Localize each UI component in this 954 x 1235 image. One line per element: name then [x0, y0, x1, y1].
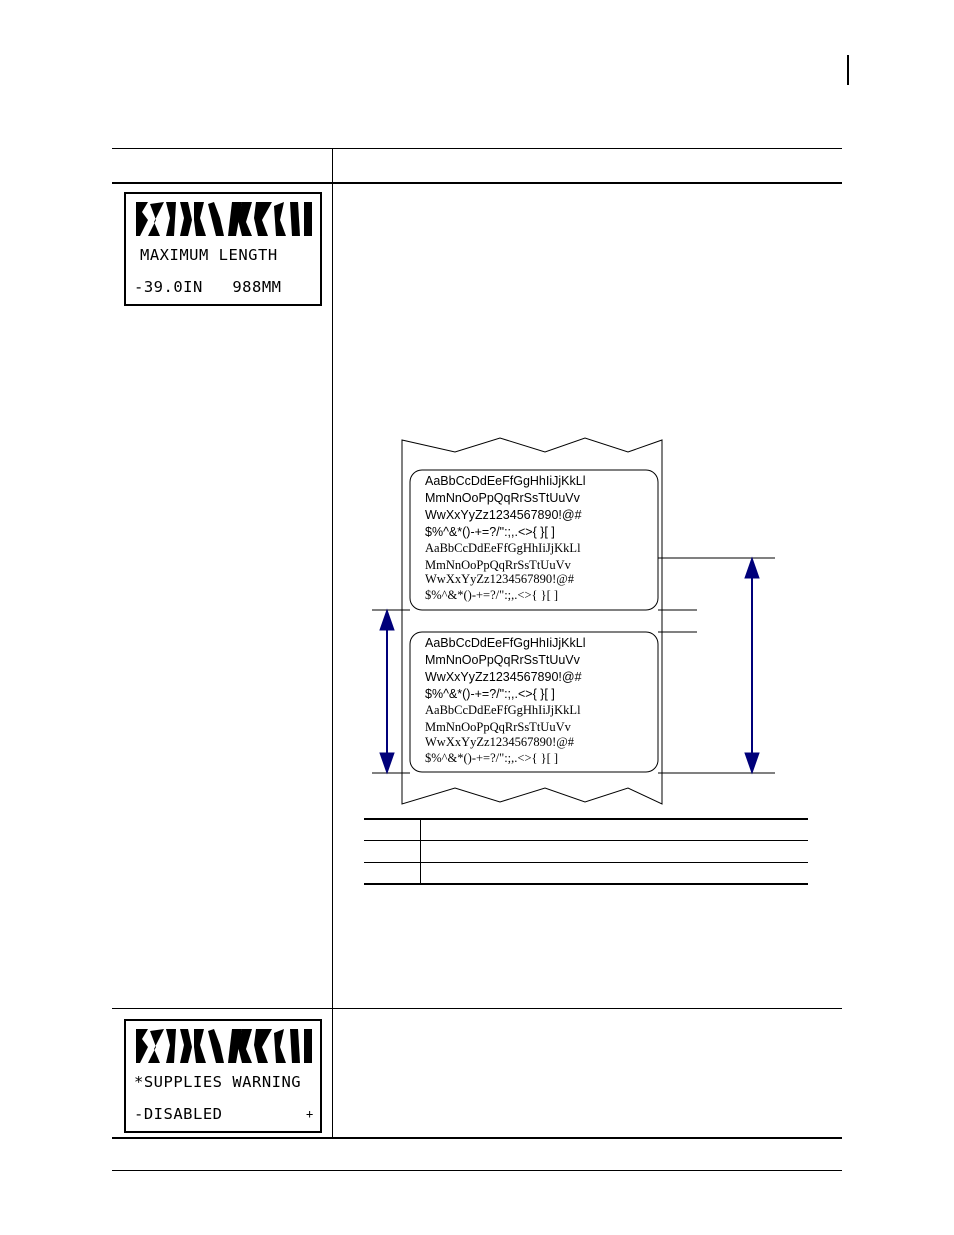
label-text-line: WwXxYyZz1234567890!@#: [425, 670, 582, 684]
footer-rule: [112, 1170, 842, 1171]
label-text-line: WwXxYyZz1234567890!@#: [425, 735, 574, 749]
label-text-line: MmNnOoPpQqRrSsTtUuVv: [425, 653, 580, 667]
label-text-line: $%^&*()-+=?/":;,.<>{ }[ ]: [425, 687, 555, 701]
table-top-rule: [112, 148, 842, 149]
label-text-line: AaBbCcDdEeFfGgHhIiJjKkLl: [425, 474, 586, 488]
zebra-stripe-logo: [134, 200, 314, 238]
label-text-line: AaBbCcDdEeFfGgHhIiJjKkLl: [425, 636, 586, 650]
label-length-figure: [360, 430, 790, 810]
lcd-line-2: -DISABLED: [134, 1105, 223, 1123]
table-header-rule: [112, 182, 842, 184]
lcd-indicator: +: [306, 1107, 314, 1121]
lcd-display-max-length: [124, 192, 322, 306]
double-arrow-icon: [380, 610, 394, 773]
table-row-divider: [112, 1008, 842, 1009]
legend-row-rule: [364, 840, 808, 841]
label-text-line: WwXxYyZz1234567890!@#: [425, 572, 574, 586]
lcd-line-1: *SUPPLIES WARNING: [134, 1073, 302, 1091]
legend-row-rule: [364, 862, 808, 863]
label-text-line: $%^&*()-+=?/":;,.<>{ }[ ]: [425, 751, 559, 765]
label-text-line: AaBbCcDdEeFfGgHhIiJjKkLl: [425, 703, 581, 717]
legend-top-rule: [364, 818, 808, 820]
label-text-line: MmNnOoPpQqRrSsTtUuVv: [425, 558, 571, 572]
label-2-text: [425, 636, 585, 765]
label-text-line: $%^&*()-+=?/":;,.<>{ }[ ]: [425, 525, 555, 539]
zebra-stripe-logo: [134, 1027, 314, 1065]
table-column-divider: [332, 148, 333, 1138]
label-text-line: WwXxYyZz1234567890!@#: [425, 508, 582, 522]
double-arrow-icon: [745, 558, 759, 773]
lcd-display-supplies-warning: [124, 1019, 322, 1133]
label-text-line: MmNnOoPpQqRrSsTtUuVv: [425, 491, 580, 505]
lcd-line-1: MAXIMUM LENGTH: [140, 246, 278, 264]
header-mark: [847, 55, 849, 85]
legend-column-divider: [420, 819, 421, 883]
label-text-line: MmNnOoPpQqRrSsTtUuVv: [425, 720, 571, 734]
legend-bottom-rule: [364, 883, 808, 885]
label-text-line: $%^&*()-+=?/":;,.<>{ }[ ]: [425, 588, 559, 602]
table-bottom-rule: [112, 1137, 842, 1139]
lcd-line-2: -39.0IN 988MM: [134, 278, 282, 296]
label-1-text: [425, 474, 585, 602]
label-text-line: AaBbCcDdEeFfGgHhIiJjKkLl: [425, 541, 581, 555]
